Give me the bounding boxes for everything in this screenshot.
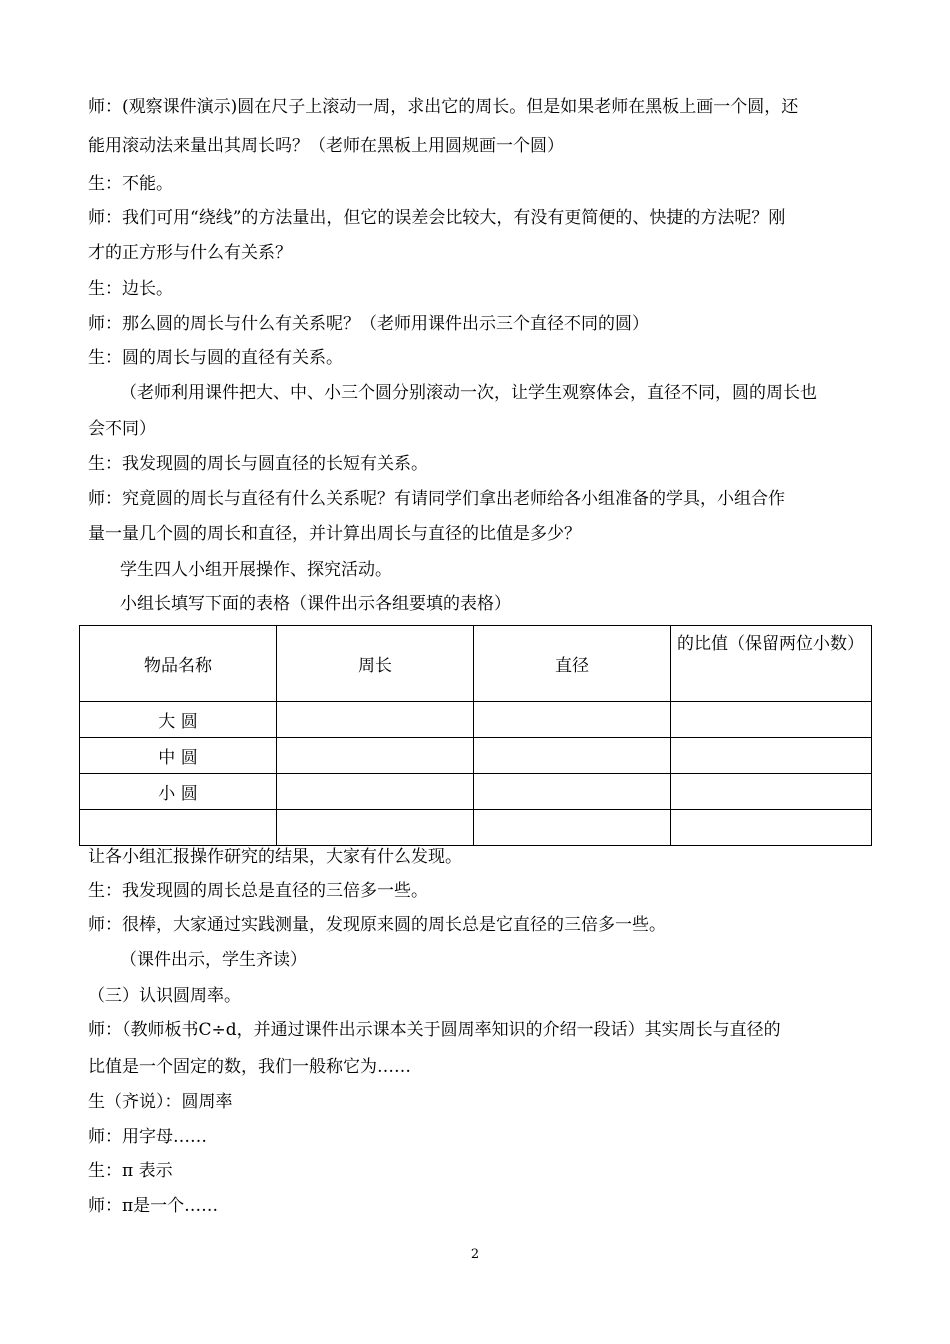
table-cell [277,738,474,774]
paragraph-line: （老师利用课件把大、中、小三个圆分别滚动一次，让学生观察体会，直径不同，圆的周长也 [120,383,817,403]
table-cell [671,738,872,774]
table-header-cell: 的比值（保留两位小数） [671,626,872,702]
table-row [80,738,872,774]
table-cell [474,702,671,738]
paragraph-line: 小组长填写下面的表格（课件出示各组要填的表格） [120,594,511,614]
section-heading: （三）认识圆周率。 [88,986,241,1006]
paragraph-line: 生：我发现圆的周长总是直径的三倍多一些。 [88,881,428,901]
paragraph-line: 生：不能。 [88,174,173,194]
paragraph-line: （课件出示，学生齐读） [120,950,307,970]
paragraph-line: 师：那么圆的周长与什么有关系呢？（老师用课件出示三个直径不同的圆） [88,314,649,334]
paragraph-line: 学生四人小组开展操作、探究活动。 [120,560,392,580]
paragraph-line: 生：圆的周长与圆的直径有关系。 [88,348,343,368]
table-cell [277,702,474,738]
table-row [80,774,872,810]
paragraph-line: 生：边长。 [88,279,173,299]
paragraph-line: 师：我们可用“绕线”的方法量出，但它的误差会比较大，有没有更简便的、快捷的方法呢？刚 [88,208,786,228]
table-header-cell: 周长 [277,626,474,702]
page-number: 2 [470,1247,480,1262]
table-cell [671,810,872,846]
table-header-row [80,626,872,702]
table-cell [671,774,872,810]
table-cell [277,810,474,846]
paragraph-line: 比值是一个固定的数，我们一般称它为…… [88,1057,411,1077]
table-row [80,702,872,738]
paragraph-line: 师：（教师板书C÷d，并通过课件出示课本关于圆周率知识的介绍一段话）其实周长与直径的 [88,1020,781,1040]
table-cell [277,774,474,810]
paragraph-line: 师：用字母…… [88,1127,207,1147]
paragraph-line: 生（齐说）：圆周率 [88,1092,233,1112]
measurement-table [79,625,872,846]
table-cell: 中 圆 [80,738,277,774]
table-cell [80,810,277,846]
paragraph-line: 师：π是一个…… [88,1196,219,1216]
table-row [80,810,872,846]
paragraph-line: 才的正方形与什么有关系？ [88,243,292,263]
table-cell [474,774,671,810]
paragraph-line: 师：(观察课件演示)圆在尺子上滚动一周，求出它的周长。但是如果老师在黑板上画一个圆，还 [88,97,799,117]
table-header-cell: 直径 [474,626,671,702]
table-header-cell: 物品名称 [80,626,277,702]
paragraph-line: 生：我发现圆的周长与圆直径的长短有关系。 [88,454,428,474]
paragraph-line: 师：究竟圆的周长与直径有什么关系呢？有请同学们拿出老师给各小组准备的学具，小组合作 [88,489,785,509]
paragraph-line: 会不同） [88,419,156,439]
table-cell [474,810,671,846]
table-cell: 小 圆 [80,774,277,810]
paragraph-line: 量一量几个圆的周长和直径，并计算出周长与直径的比值是多少？ [88,524,581,544]
table-cell: 大 圆 [80,702,277,738]
paragraph-line: 能用滚动法来量出其周长吗？（老师在黑板上用圆规画一个圆） [88,136,564,156]
table-cell [671,702,872,738]
paragraph-line: 让各小组汇报操作研究的结果，大家有什么发现。 [88,847,462,867]
table-cell [474,738,671,774]
paragraph-line: 师：很棒，大家通过实践测量，发现原来圆的周长总是它直径的三倍多一些。 [88,915,666,935]
paragraph-line: 生：π 表示 [88,1161,173,1181]
